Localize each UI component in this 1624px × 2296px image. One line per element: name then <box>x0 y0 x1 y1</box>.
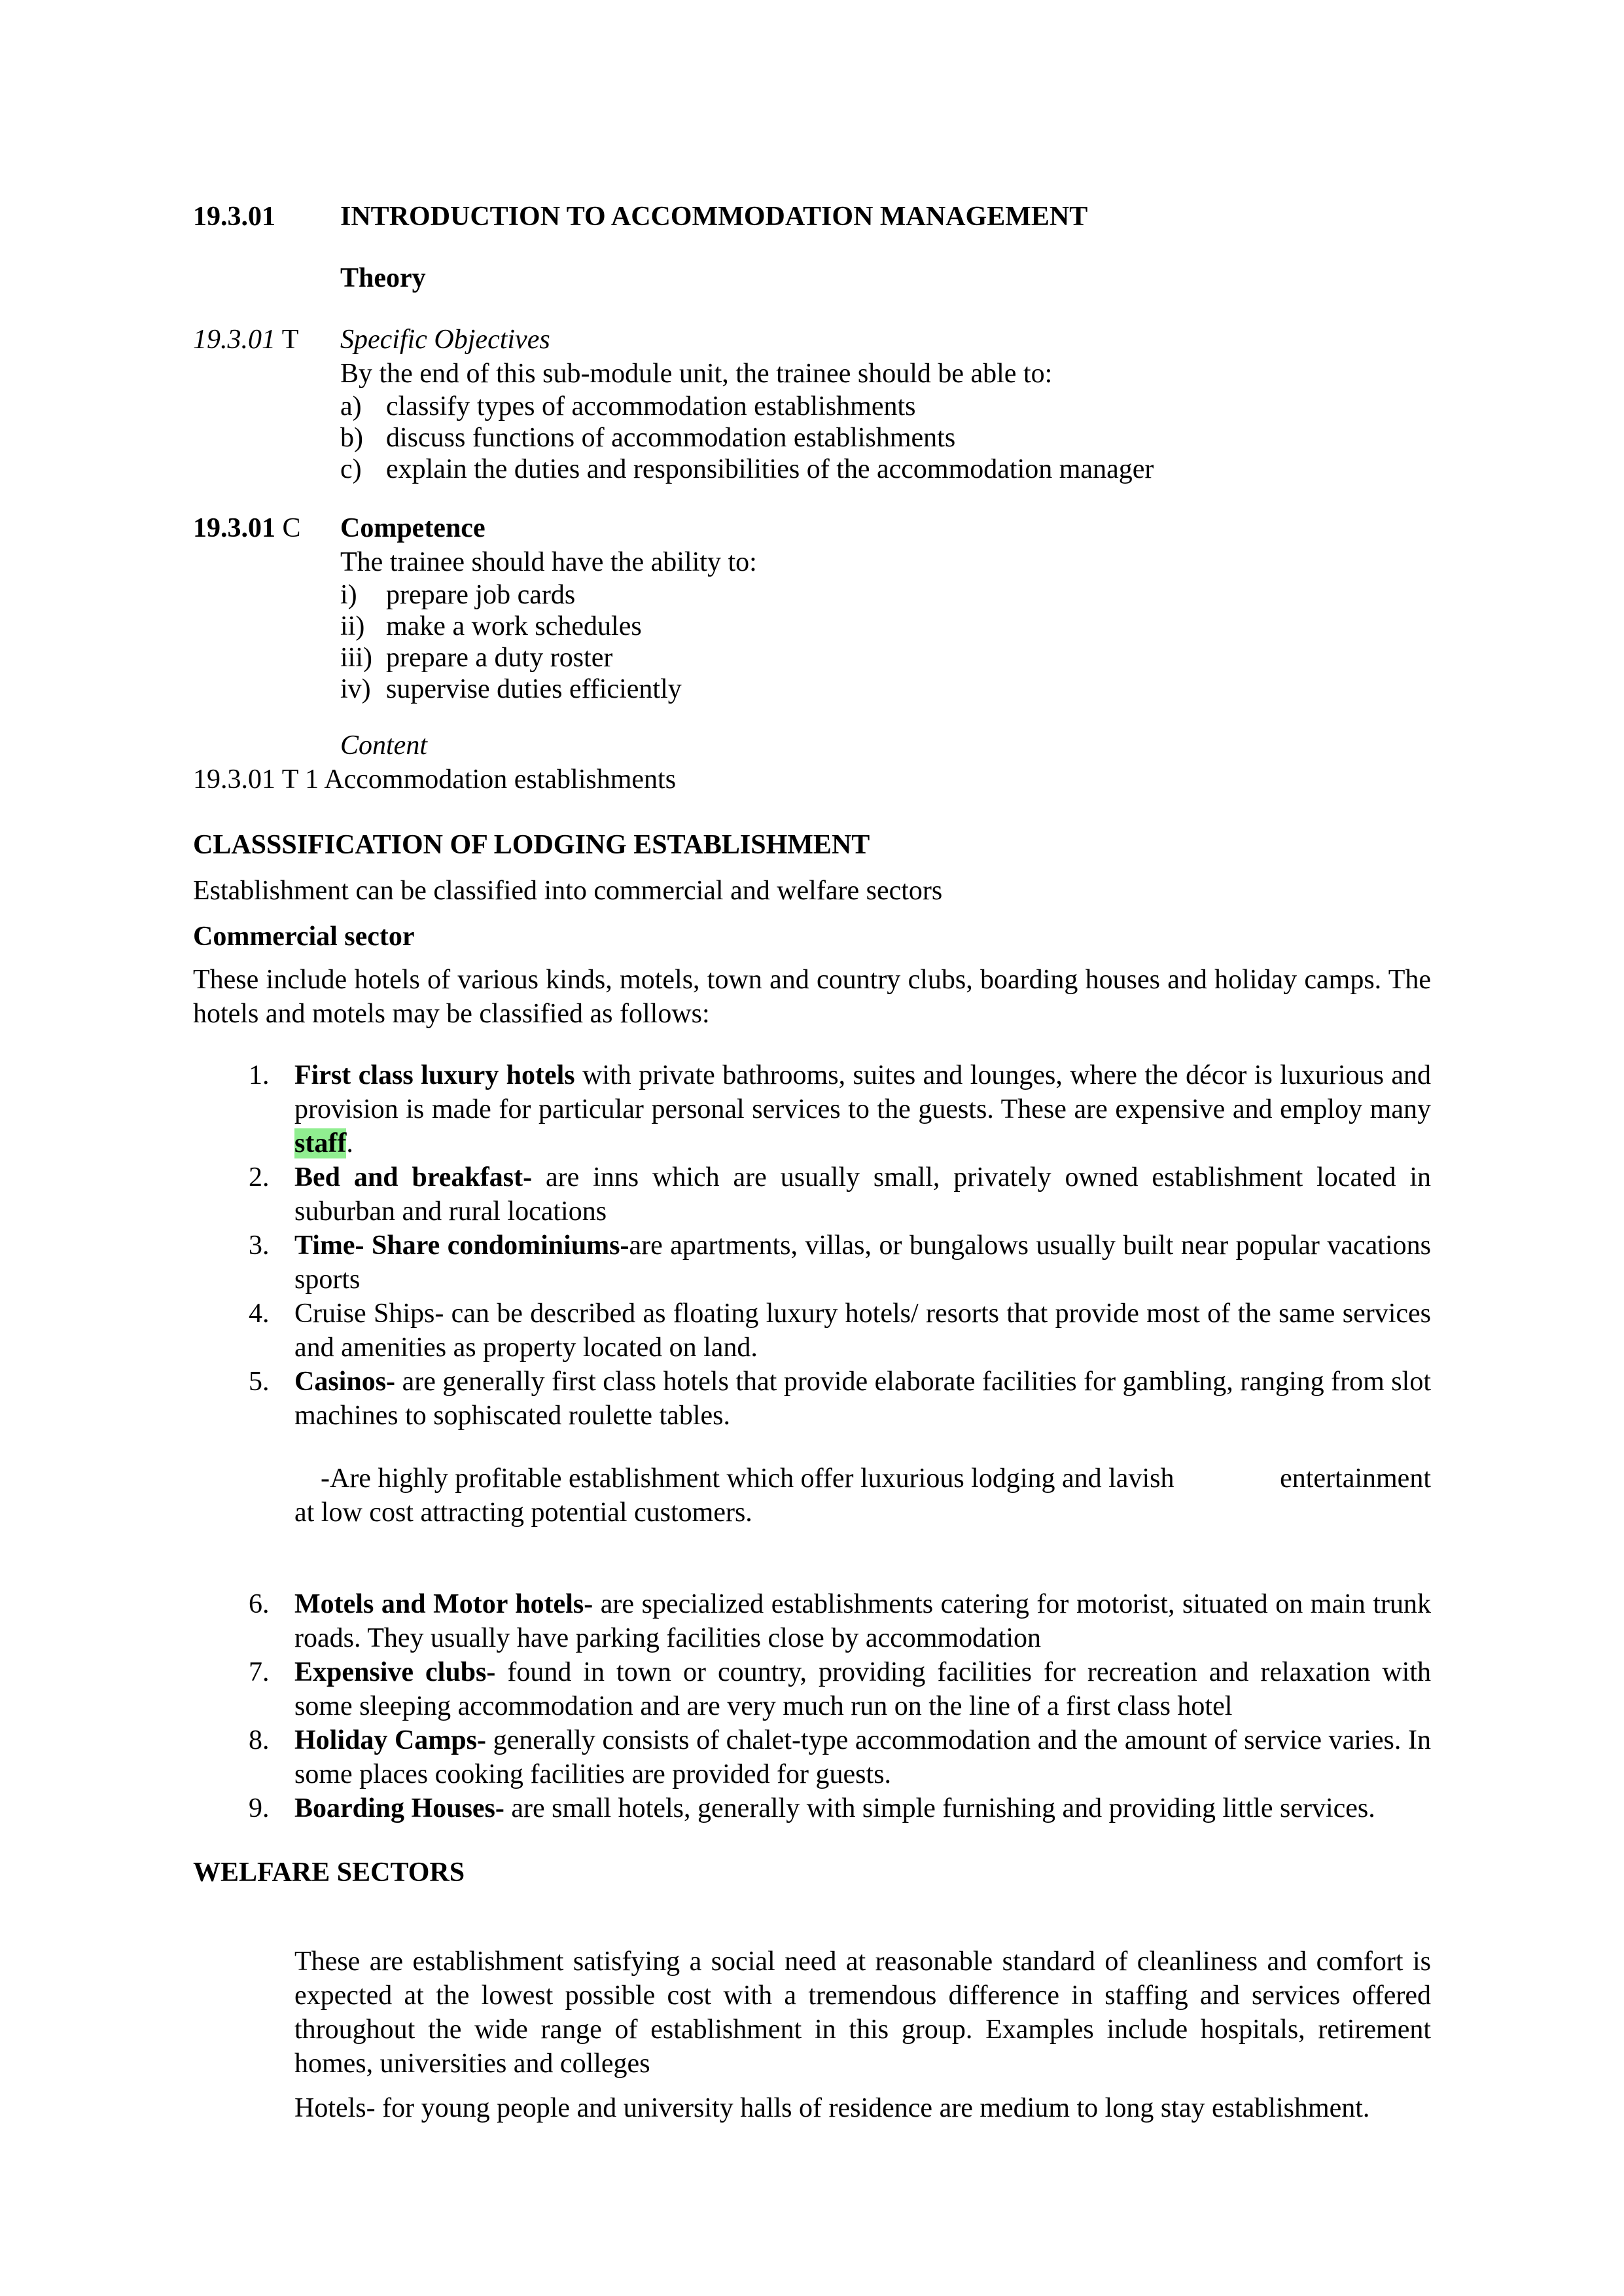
list-item-body: are small hotels, generally with simple furnishing and providing little services. <box>504 1793 1375 1823</box>
list-item <box>249 1365 1431 1433</box>
objectives-code-number: 19.3.01 <box>193 325 275 355</box>
item-text: make a work schedules <box>386 611 642 641</box>
list-item <box>249 1297 1431 1365</box>
objective-item <box>340 422 1431 454</box>
list-item <box>249 1791 1431 1825</box>
list-item-number: 3. <box>249 1230 270 1261</box>
item-marker: c) <box>340 454 362 484</box>
list-item-text <box>294 1587 1431 1655</box>
objective-item <box>340 391 1431 422</box>
list-item-body: are apartments, villas, or bungalows usually built near popular vacations sports <box>294 1230 1431 1295</box>
item-marker: iv) <box>340 674 371 704</box>
item-marker: iii) <box>340 643 372 673</box>
list-item-number: 5. <box>249 1367 270 1397</box>
list-item-body: are specialized establishments catering for motorist, situated on main trunk roads. They usually have parking facilities close by accommodation <box>294 1589 1431 1653</box>
commercial-sector-heading: Commercial sector <box>193 922 415 952</box>
list-item-text <box>294 1791 1431 1825</box>
title-row <box>193 200 1431 234</box>
item-text: classify types of accommodation establishments <box>386 391 916 422</box>
objectives-heading-row <box>193 323 1431 357</box>
list-item-text <box>294 1160 1431 1229</box>
item-marker: a) <box>340 391 362 422</box>
list-item-body: are inns which are usually small, privately owned establishment located in suburban and rural locations <box>294 1162 1431 1227</box>
highlighted-word: staff <box>294 1128 347 1158</box>
casino-note <box>294 1462 1431 1530</box>
competence-heading: Competence <box>340 513 485 543</box>
hotels-note: Hotels- for young people and university halls of residence are medium to long stay establishment. <box>294 2093 1370 2123</box>
classification-intro: Establishment can be classified into commercial and welfare sectors <box>193 876 943 906</box>
item-text: supervise duties efficiently <box>386 674 682 704</box>
list-item-lead: Time- Share condominiums- <box>294 1230 629 1261</box>
casino-note-right: entertainment <box>1280 1463 1431 1494</box>
list-item-number: 6. <box>249 1589 270 1619</box>
list-item-lead: Casinos- <box>294 1367 396 1397</box>
list-item-body: are generally first class hotels that provide elaborate facilities for gambling, ranging from slot machines to sophiscated roulette tables. <box>294 1367 1431 1431</box>
list-item-text <box>294 1723 1431 1791</box>
list-item-body: found in town or country, providing facilities for recreation and relaxation with some sleeping accommodation and are very much run on the line of a first class hotel <box>294 1657 1432 1721</box>
objective-item <box>340 454 1431 485</box>
list-item <box>249 1655 1431 1723</box>
list-item <box>249 1587 1431 1655</box>
list-item-number: 2. <box>249 1162 270 1193</box>
list-item-number: 7. <box>249 1657 270 1687</box>
course-code: 19.3.01 <box>193 202 275 232</box>
competence-code-letter: C <box>275 513 301 543</box>
item-marker: ii) <box>340 611 365 641</box>
list-item-lead: Boarding Houses- <box>294 1793 504 1823</box>
list-item <box>249 1723 1431 1791</box>
competence-code-number: 19.3.01 <box>193 513 275 543</box>
item-text: prepare job cards <box>386 580 576 610</box>
list-item-number: 1. <box>249 1060 270 1090</box>
casino-note-line2: at low cost attracting potential customers. <box>294 1498 752 1528</box>
list-item-text <box>294 1655 1431 1723</box>
list-item-tail: . <box>346 1128 353 1158</box>
lodging-list-continued <box>249 1587 1431 1825</box>
theory-heading: Theory <box>340 263 426 293</box>
page-title: INTRODUCTION TO ACCOMMODATION MANAGEMENT <box>340 202 1088 232</box>
welfare-heading: WELFARE SECTORS <box>193 1857 465 1888</box>
competence-heading-row <box>193 511 1431 545</box>
objectives-code <box>193 323 340 357</box>
list-item-body: with private bathrooms, suites and lounges, where the décor is luxurious and provision is made for particular personal services to the guests. These are expensive and employ many <box>294 1060 1432 1124</box>
classification-heading: CLASSSIFICATION OF LODGING ESTABLISHMENT <box>193 830 870 860</box>
list-item-text <box>294 1229 1431 1297</box>
welfare-paragraph: These are establishment satisfying a social need at reasonable standard of cleanliness and comfort is expected at the lowest possible cost with a tremendous difference in staffing and services offered throughout the wide range of establishment in this group. Examples include hospitals, retirement homes, universities and colleges <box>294 1946 1431 2079</box>
objectives-list <box>340 391 1431 485</box>
content-line: 19.3.01 T 1 Accommodation establishments <box>193 764 677 795</box>
list-item-text <box>294 1297 1431 1365</box>
lodging-list <box>249 1058 1431 1433</box>
competence-code <box>193 511 340 545</box>
objectives-section <box>193 323 1431 485</box>
casino-note-line1 <box>294 1462 1431 1496</box>
list-item-body: Cruise Ships- can be described as floating luxury hotels/ resorts that provide most of the same services and amenities as property located on land. <box>294 1299 1431 1363</box>
list-item <box>249 1160 1431 1229</box>
competence-item <box>340 579 1431 611</box>
item-text: discuss functions of accommodation establishments <box>386 423 956 453</box>
list-item-lead: Holiday Camps- <box>294 1725 486 1755</box>
objectives-intro: By the end of this sub-module unit, the trainee should be able to: <box>340 359 1053 389</box>
list-item-text <box>294 1365 1431 1433</box>
list-item-text <box>294 1058 1431 1160</box>
list-item <box>249 1229 1431 1297</box>
competence-item <box>340 673 1431 705</box>
item-marker: i) <box>340 580 357 610</box>
competence-item <box>340 611 1431 642</box>
list-item-number: 4. <box>249 1299 270 1329</box>
competence-item <box>340 642 1431 673</box>
list-item-number: 8. <box>249 1725 270 1755</box>
competence-list <box>340 579 1431 705</box>
content-heading: Content <box>340 730 427 761</box>
objectives-heading: Specific Objectives <box>340 325 550 355</box>
list-item-lead: Motels and Motor hotels- <box>294 1589 593 1619</box>
list-item-lead: Expensive clubs- <box>294 1657 496 1687</box>
list-item-lead: First class luxury hotels <box>294 1060 575 1090</box>
list-item-lead: Bed and breakfast- <box>294 1162 533 1193</box>
item-text: prepare a duty roster <box>386 643 613 673</box>
competence-intro: The trainee should have the ability to: <box>340 547 757 577</box>
list-item <box>249 1058 1431 1160</box>
item-marker: b) <box>340 423 363 453</box>
casino-note-left: -Are highly profitable establishment which offer luxurious lodging and lavish <box>321 1463 1174 1494</box>
item-text: explain the duties and responsibilities of the accommodation manager <box>386 454 1154 484</box>
commercial-sector-intro: These include hotels of various kinds, motels, town and country clubs, boarding houses and holiday camps. The hotels and motels may be classified as follows: <box>193 965 1431 1029</box>
list-item-number: 9. <box>249 1793 270 1823</box>
objectives-code-letter: T <box>275 325 299 355</box>
list-item-body: generally consists of chalet-type accommodation and the amount of service varies. In some places cooking facilities are provided for guests. <box>294 1725 1431 1789</box>
competence-section <box>193 511 1431 705</box>
